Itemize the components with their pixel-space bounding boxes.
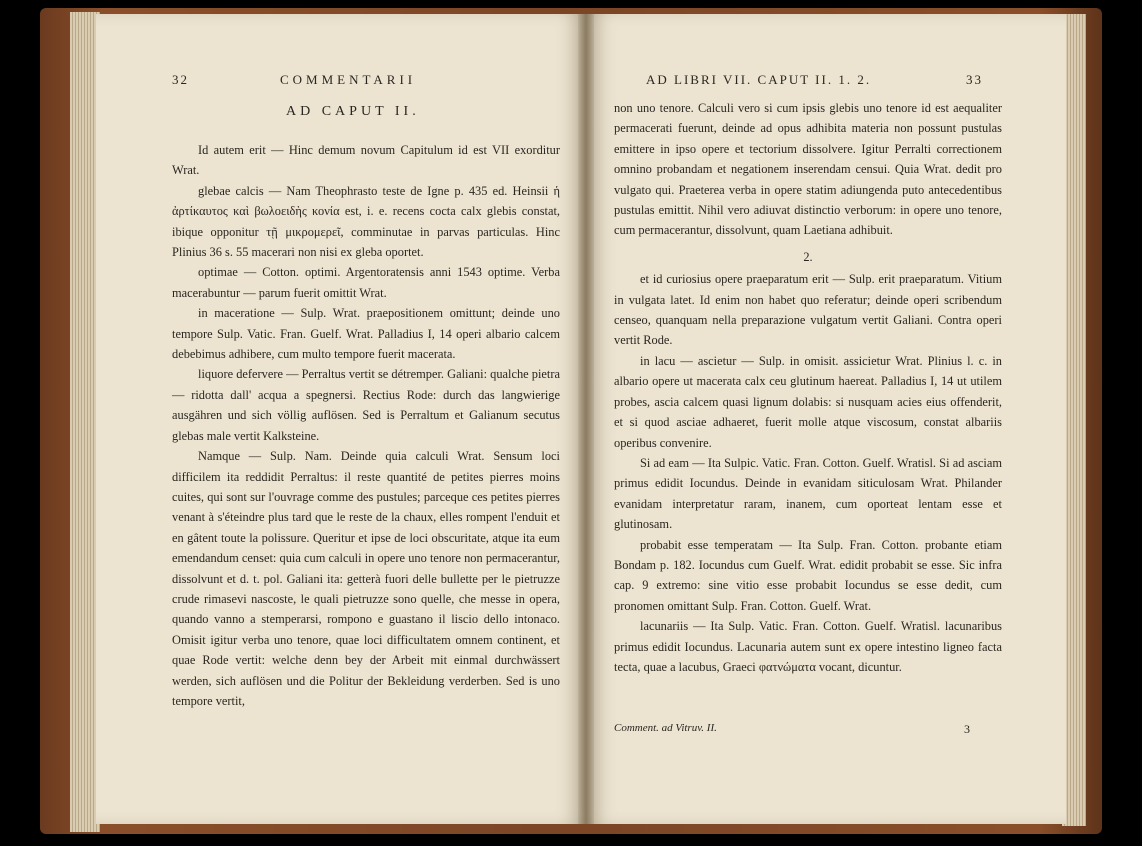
paragraph: Si ad eam — Ita Sulpic. Vatic. Fran. Cotton. Guelf. Wratisl. Si ad asciam primus edidit Iocundus. Deinde in evanidam siticulosam Wrat. Philander evanidam interpretatur raram, inanem, cum oporteat lentam esse et glutinosam. bbox=[614, 455, 1002, 532]
paragraph: glebae calcis — Nam Theophrasto teste de Igne p. 435 ed. Heinsii ἡ ἀρτίκαυτος καὶ βωλοειδὴς κονία est, i. e. recens cocta calx glebis constat, ibique opponitur τῇ μικρομερεῖ, comminutae in parvas particulas. Hinc Plinius 36 s. 55 macerari non nisi ex gleba oportet. bbox=[172, 183, 560, 260]
book-gutter bbox=[578, 14, 594, 824]
paragraph: optimae — Cotton. optimi. Argentoratensis anni 1543 optime. Verba macerabuntur — parum fuerit omittit Wrat. bbox=[172, 265, 560, 300]
paragraph: in lacu — ascietur — Sulp. in omisit. assicietur Wrat. Plinius l. c. in albario opere ut macerata calx ceu glutinum haereat. Palladius I, 14 ut utilem probes, ascia calcem quasi lignum dolabis: si nusquam acies eius offenderit, et si quod asciae adhaeret, fuerit molle atque viscosum, constat albariis operibus convenire. bbox=[614, 353, 1002, 450]
paragraph: Id autem erit — Hinc demum novum Capitulum id est VII exorditur Wrat. bbox=[172, 143, 560, 178]
right-running-head: AD LIBRI VII. CAPUT II. 1. 2. bbox=[646, 72, 872, 87]
footer-signature-mark: 3 bbox=[964, 722, 970, 736]
chapter-heading: AD CAPUT II. bbox=[286, 104, 420, 119]
right-body-text bbox=[614, 98, 1002, 677]
left-body-text bbox=[172, 140, 560, 711]
left-page bbox=[96, 14, 586, 824]
paragraph: probabit esse temperatam — Ita Sulp. Fran. Cotton. probante etiam Bondam p. 182. Iocundus cum Guelf. Wrat. edidit probabit se esse. Sic infra cap. 9 extremo: sine vitio esse probabit Iocundus se esse dedit, cum pronomen omittant Sulp. Fran. Cotton. Guelf. Wrat. bbox=[614, 537, 1002, 613]
paragraph: et id curiosius opere praeparatum erit — Sulp. erit praeparatum. Vitium in vulgata latet. Id enim non habet quo referatur; deinde operi scribendum censeo, quanquam nella preparazione vulgatum vertit Galiani. Contra operi vertit Rode. bbox=[614, 272, 1002, 348]
page-footer bbox=[614, 722, 974, 734]
paragraph: liquore defervere — Perraltus vertit se détremper. Galiani: qualche pietra — ridotta dall' acqua a spegnersi. Rectius Rode: durch das langwierige ausgähren und sich völlig auflösen. Sed is Perraltum et Galianum secutus glebas male vertit Kalksteine. bbox=[172, 367, 560, 443]
right-page bbox=[586, 14, 1066, 824]
left-running-head: COMMENTARII bbox=[280, 72, 417, 87]
paragraph: lacunariis — Ita Sulp. Vatic. Fran. Cotton. Guelf. Wratisl. lacunaribus primus edidit Iocundus. Lacunaria autem sunt ex opere intestino ligneo facta tecta, quae a lacubus, Graeci φατνώματα vocant, dicuntur. bbox=[614, 619, 1002, 674]
footer-signature: Comment. ad Vitruv. II. bbox=[614, 722, 717, 734]
paragraph: non uno tenore. Calculi vero si cum ipsis glebis uno tenore id est aequaliter permacerati fuerunt, deinde ad opus adhibita materia non possunt pustulas emittere in ipso opere et tectorium dissolvere. Igitur Perralti correctionem omnino probandam et negationem inserendam censui. Quia Wrat. dedit pro vulgato qui. Praeterea verba in opere statim adiungenda puto antecedentibus pustulas emittit. Nihil vero adiuvat distinctio verborum: in opere uno tenore, cum permacerantur, dissolvunt, quam Laetiana adhibuit. bbox=[614, 101, 1002, 238]
section-number: 2. bbox=[803, 249, 813, 264]
right-page-number: 33 bbox=[966, 72, 983, 87]
paragraph: in maceratione — Sulp. Wrat. praepositionem omittunt; deinde uno tempore Sulp. Vatic. Fran. Guelf. Wrat. Palladius I, 14 operi albario calcem debebimus adhibere, cum multo tempore fuerit macerata. bbox=[172, 306, 560, 362]
paragraph: Namque — Sulp. Nam. Deinde quia calculi Wrat. Sensum loci difficilem ita reddidit Perraltus: il reste quantité de petites pierres moins cuites, qui sont sur l'ouvrage comme des pustules; parceque ces petites pierres venant à s'éteindre plus tard que le reste de la chaux, elles rompent l'enduit et en gâtent toute la polissure. Queritur et ipse de loci obscuritate, atque ita eum emendandum censet: quia cum calculi in opere uno tenore non permacerantur, dissolvunt et d. t. pol. Galiani ita: getterà fuori delle bullette per le pietruzze crude rimasevi nascoste, le quali pietruzze sono quelle, che messe in opera, quando vanno a stemperarsi, rompono e guastano il liscio dello intonaco. Omisit igitur verba uno tenore, quae loci difficultatem omnem continent, et quae Rode vertit: welche denn bey der Arbeit mit einmal durchwässert werden, sich auflösen und die Politur der Bekleidung verderben. Sed is uno tempore vertit, bbox=[172, 449, 560, 708]
left-page-number: 32 bbox=[172, 72, 189, 87]
